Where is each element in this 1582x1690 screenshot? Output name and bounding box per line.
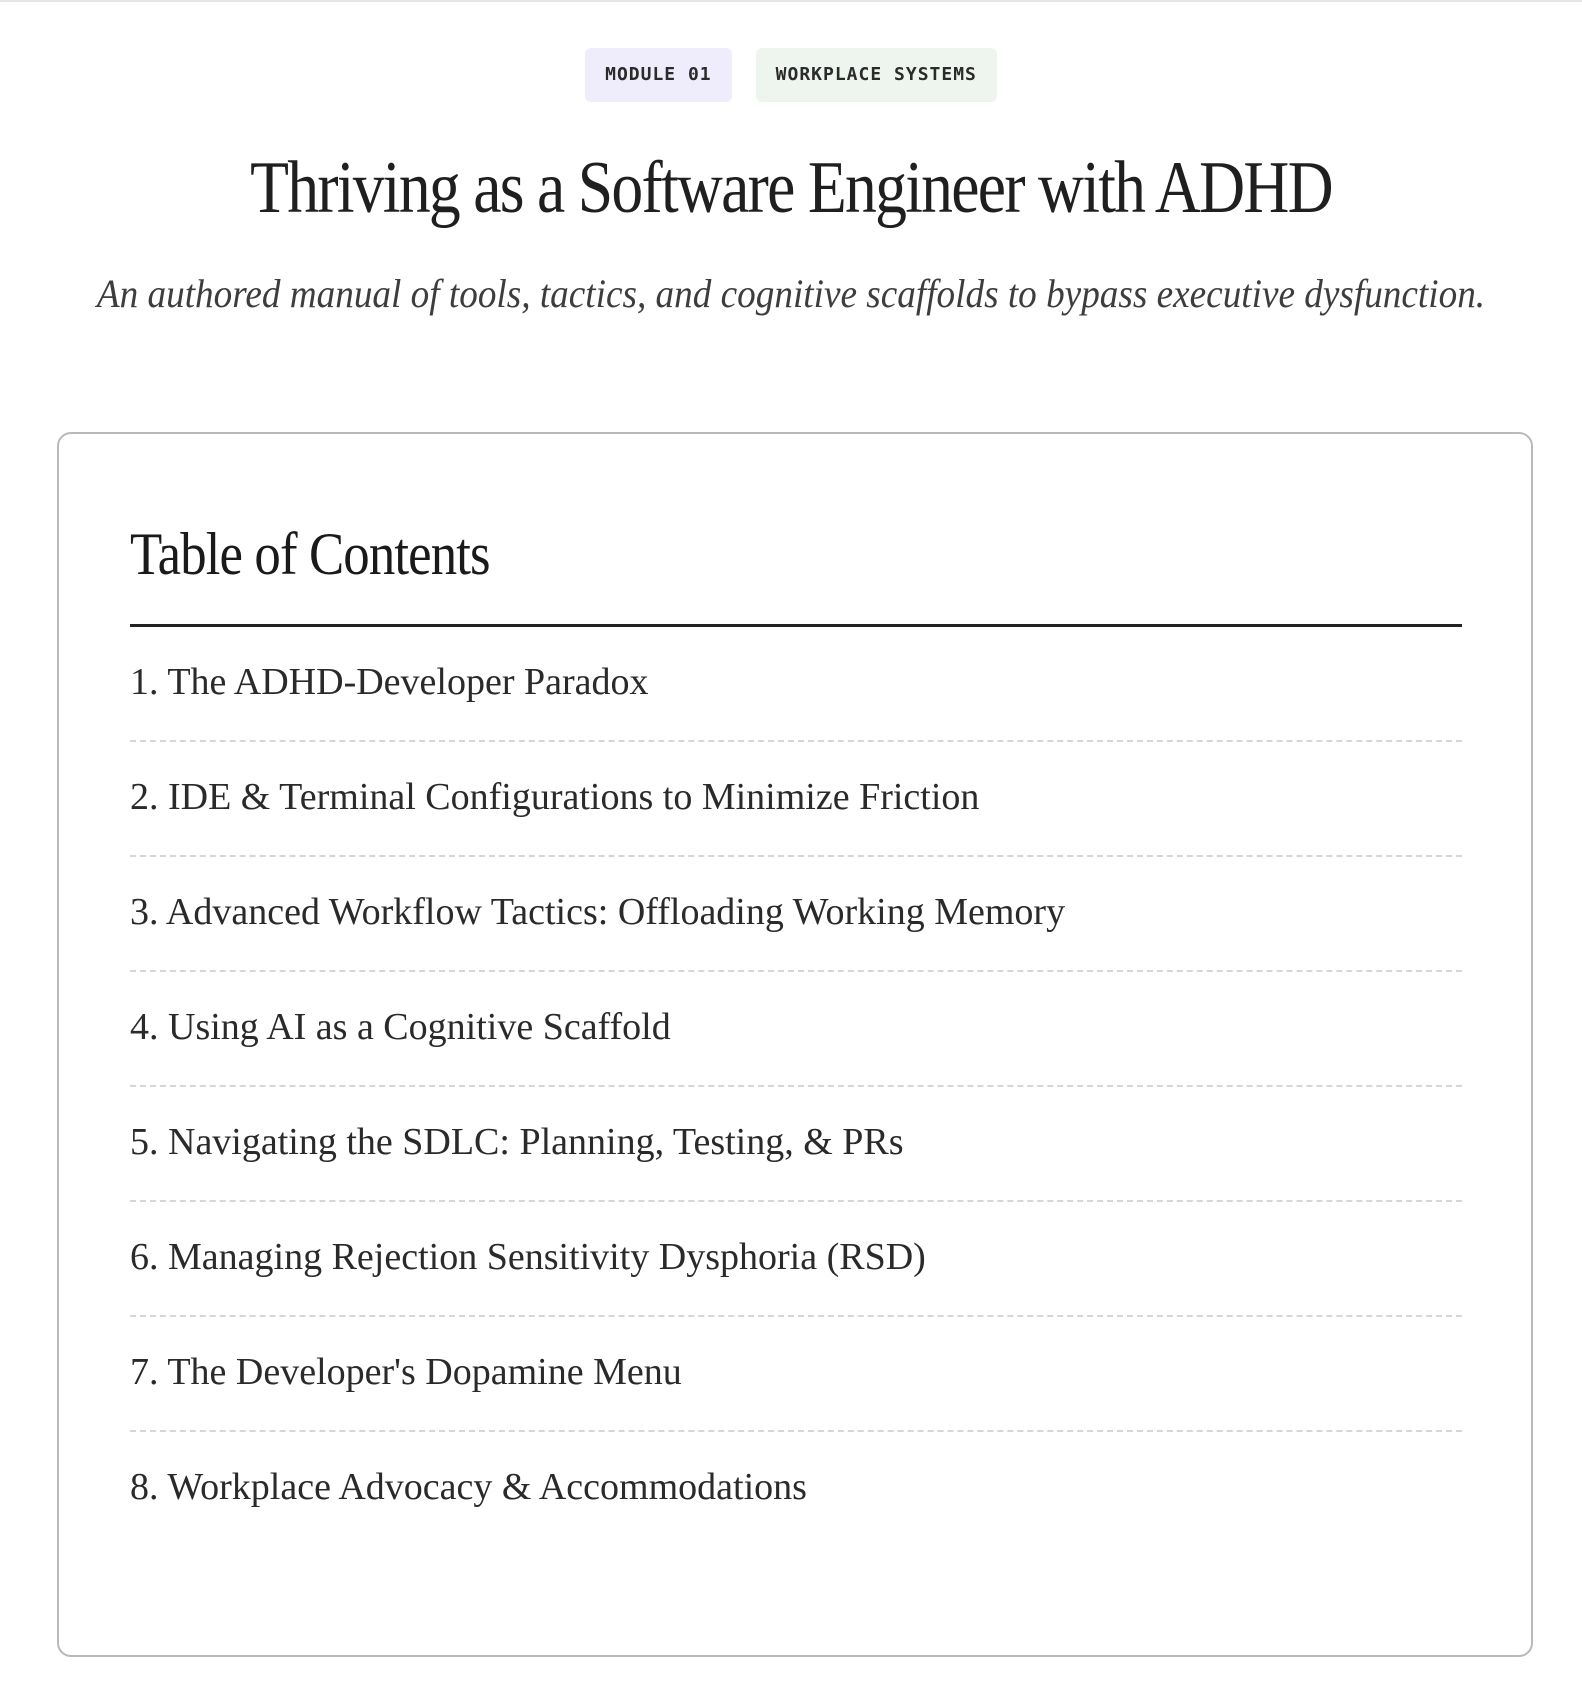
toc-link-6[interactable]: 6. Managing Rejection Sensitivity Dysphoria (RSD)	[130, 1236, 926, 1278]
toc-item-4[interactable]	[130, 972, 1462, 1087]
toc-heading: Table of Contents	[130, 521, 490, 587]
page-subtitle: An authored manual of tools, tactics, and cognitive scaffolds to bypass executive dysfunction.	[96, 271, 1486, 316]
toc-list	[130, 627, 1462, 1547]
toc-item-5[interactable]	[130, 1087, 1462, 1202]
toc-link-8[interactable]: 8. Workplace Advocacy & Accommodations	[130, 1466, 807, 1508]
toc-link-5[interactable]: 5. Navigating the SDLC: Planning, Testing, & PRs	[130, 1121, 904, 1163]
toc-item-6[interactable]	[130, 1202, 1462, 1317]
toc-item-1[interactable]	[130, 627, 1462, 742]
toc-item-7[interactable]	[130, 1317, 1462, 1432]
toc-link-4[interactable]: 4. Using AI as a Cognitive Scaffold	[130, 1006, 671, 1048]
top-divider	[0, 0, 1582, 2]
topic-badge: WORKPLACE SYSTEMS	[756, 48, 997, 102]
toc-link-3[interactable]: 3. Advanced Workflow Tactics: Offloading Working Memory	[130, 891, 1066, 933]
table-of-contents	[57, 432, 1533, 1657]
toc-item-2[interactable]	[130, 742, 1462, 857]
tag-row	[0, 48, 1582, 102]
module-badge: MODULE 01	[585, 48, 732, 102]
page-title: Thriving as a Software Engineer with ADHD	[250, 147, 1332, 229]
toc-item-8[interactable]	[130, 1432, 1462, 1547]
toc-link-2[interactable]: 2. IDE & Terminal Configurations to Minimize Friction	[130, 776, 980, 818]
toc-item-3[interactable]	[130, 857, 1462, 972]
toc-link-1[interactable]: 1. The ADHD-Developer Paradox	[130, 661, 649, 703]
toc-link-7[interactable]: 7. The Developer's Dopamine Menu	[130, 1351, 682, 1393]
